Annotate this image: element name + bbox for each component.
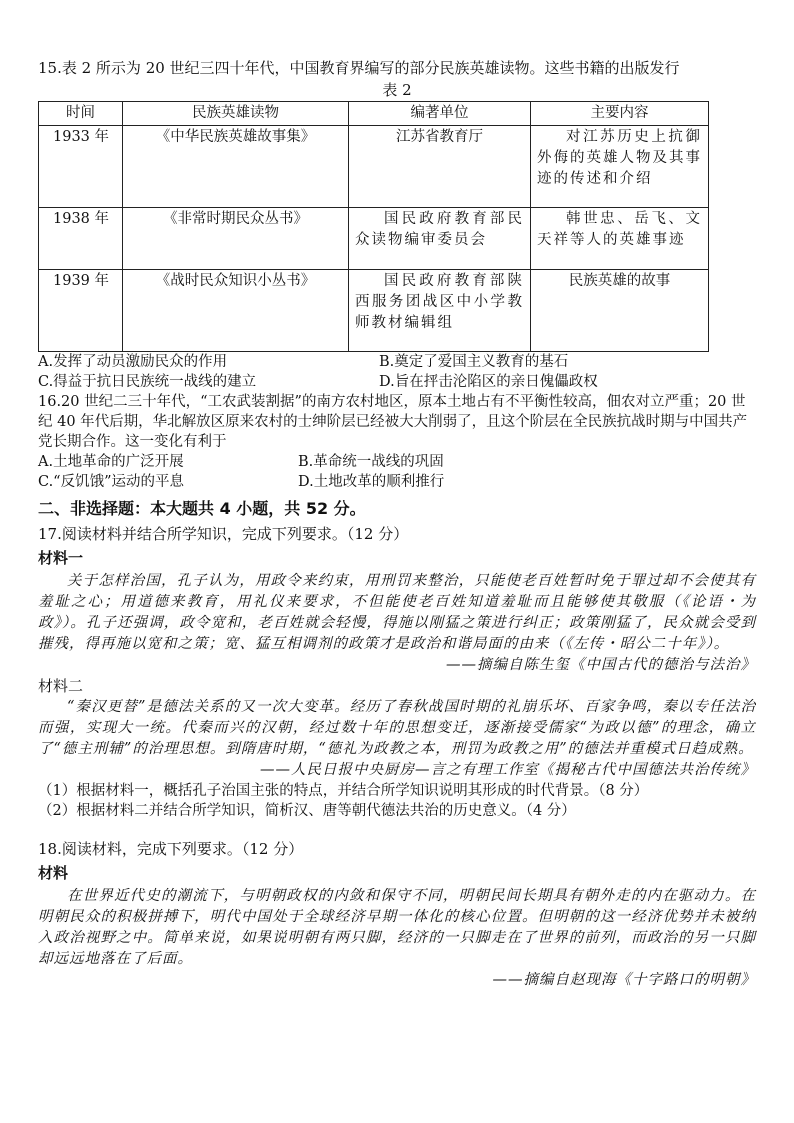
cell-editor: 江苏省教育厅 <box>349 126 531 208</box>
q16-option-c[interactable]: C.“反饥饿”运动的平息 <box>38 474 185 490</box>
table-caption: 表 2 <box>382 81 412 99</box>
cell-editor: 国民政府教育部民众读物编审委员会 <box>349 208 531 270</box>
q17-sub2: （2）根据材料二并结合所学知识，简析汉、唐等朝代德法共治的历史意义。（4 分） <box>38 803 576 819</box>
table-header-row <box>39 102 709 126</box>
exam-page <box>38 58 756 991</box>
cell-editor: 国民政府教育部陕西服务团战区中小学教师教材编辑组 <box>349 270 531 352</box>
q17-sub1: （1）根据材料一，概括孔子治国主张的特点，并结合所学知识说明其形成的时代背景。（8 分） <box>38 783 649 799</box>
q15-options-row1 <box>38 352 756 372</box>
q18-material-source: ——摘编自赵现海《十字路口的明朝》 <box>492 972 756 988</box>
cell-book: 《非常时期民众丛书》 <box>123 208 349 270</box>
cell-time: 1939 年 <box>39 270 123 352</box>
header-time: 时间 <box>39 102 123 126</box>
header-editor: 编著单位 <box>349 102 531 126</box>
q16-option-d[interactable]: D.土地改革的顺利推行 <box>298 474 445 490</box>
header-book: 民族英雄读物 <box>123 102 349 126</box>
q16-stem: 16.20 世纪二三十年代，“工农武装割据”的南方农村地区，原本土地占有不平衡性较高，佃农对立严重；20 世纪 40 年代后期，华北解放区原来农村的士绅阶层已经被大大削弱了，且这个阶层在全民族抗战时期与中国共产党长期合作。这一变化有利于 <box>38 394 748 450</box>
cell-content: 民族英雄的故事 <box>531 270 709 352</box>
table-row <box>39 208 709 270</box>
q15-option-a[interactable]: A.发挥了动员激励民众的作用 <box>38 354 228 370</box>
q18-material-title: 材料 <box>38 864 69 882</box>
cell-book: 《中华民族英雄故事集》 <box>123 126 349 208</box>
q16-options-row1 <box>38 452 756 472</box>
q17-material2-source: ——人民日报中央厨房—言之有理工作室《揭秘古代中国德法共治传统》 <box>260 762 756 778</box>
q15-option-c[interactable]: C.得益于抗日民族统一战线的建立 <box>38 374 257 390</box>
spacer <box>38 821 756 839</box>
table-row <box>39 270 709 352</box>
q17-material2-title: 材料二 <box>38 677 84 695</box>
q18-stem: 18.阅读材料，完成下列要求。（12 分） <box>38 840 304 858</box>
q15-options-row2 <box>38 372 756 392</box>
cell-book: 《战时民众知识小丛书》 <box>123 270 349 352</box>
cell-content: 韩世忠、岳飞、文天祥等人的英雄事迹 <box>531 208 709 270</box>
section-title: 二、非选择题：本大题共 4 小题，共 52 分。 <box>38 499 366 518</box>
cell-time: 1933 年 <box>39 126 123 208</box>
cell-content: 对江苏历史上抗御外侮的英雄人物及其事迹的传述和介绍 <box>531 126 709 208</box>
q17-material1-text: 关于怎样治国，孔子认为，用政令来约束，用刑罚来整治，只能使老百姓暂时免于罪过却不会使其有羞耻之心；用道德来教育，用礼仪来要求，不但能使老百姓知道羞耻而且能够使其敬服（《论语・为政》）。孔子还强调，政令宽和，老百姓就会轻慢，得施以刚猛之策进行纠正；政策刚猛了，民众就会受到摧残，得再施以宽和之策；宽、猛互相调剂的政策才是政治和谐局面的由来（《左传・昭公二十年》）。 <box>38 573 756 652</box>
q17-material1-source: ——摘编自陈生玺《中国古代的德治与法治》 <box>446 657 756 673</box>
q15-option-d[interactable]: D.旨在抨击沦陷区的亲日傀儡政权 <box>379 374 598 390</box>
header-content: 主要内容 <box>531 102 709 126</box>
q17-stem: 17.阅读材料并结合所学知识，完成下列要求。（12 分） <box>38 525 409 543</box>
q16-option-a[interactable]: A.土地革命的广泛开展 <box>38 454 184 470</box>
q17-material2-text: “秦汉更替”是德法关系的又一次大变革。经历了春秋战国时期的礼崩乐坏、百家争鸣，秦以专任法治而强，实现大一统。代秦而兴的汉朝，经过数十年的思想变迁，逐渐接受儒家“为政以德”的理念，确立了“德主刑辅”的治理思想。到隋唐时期，“德礼为政教之本，刑罚为政教之用”的德法并重模式日趋成熟。 <box>38 699 756 757</box>
q15-stem: 15.表 2 所示为 20 世纪三四十年代，中国教育界编写的部分民族英雄读物。这些书籍的出版发行 <box>38 59 680 77</box>
q16-option-b[interactable]: B.革命统一战线的巩固 <box>298 454 444 470</box>
table-row <box>39 126 709 208</box>
cell-time: 1938 年 <box>39 208 123 270</box>
q15-table <box>38 101 709 352</box>
q16-options-row2 <box>38 472 756 492</box>
q15-option-b[interactable]: B.奠定了爱国主义教育的基石 <box>379 354 569 370</box>
q18-material-text: 在世界近代史的潮流下，与明朝政权的内敛和保守不同，明朝民间长期具有朝外走的内在驱动力。在明朝民众的积极拼搏下，明代中国处于全球经济早期一体化的核心位置。但明朝的这一经济优势并未被纳入政治视野之中。简单来说，如果说明朝有两只脚，经济的一只脚走在了世界的前列，而政治的另一只脚却远远地落在了后面。 <box>38 888 756 967</box>
q17-material1-title: 材料一 <box>38 549 84 567</box>
